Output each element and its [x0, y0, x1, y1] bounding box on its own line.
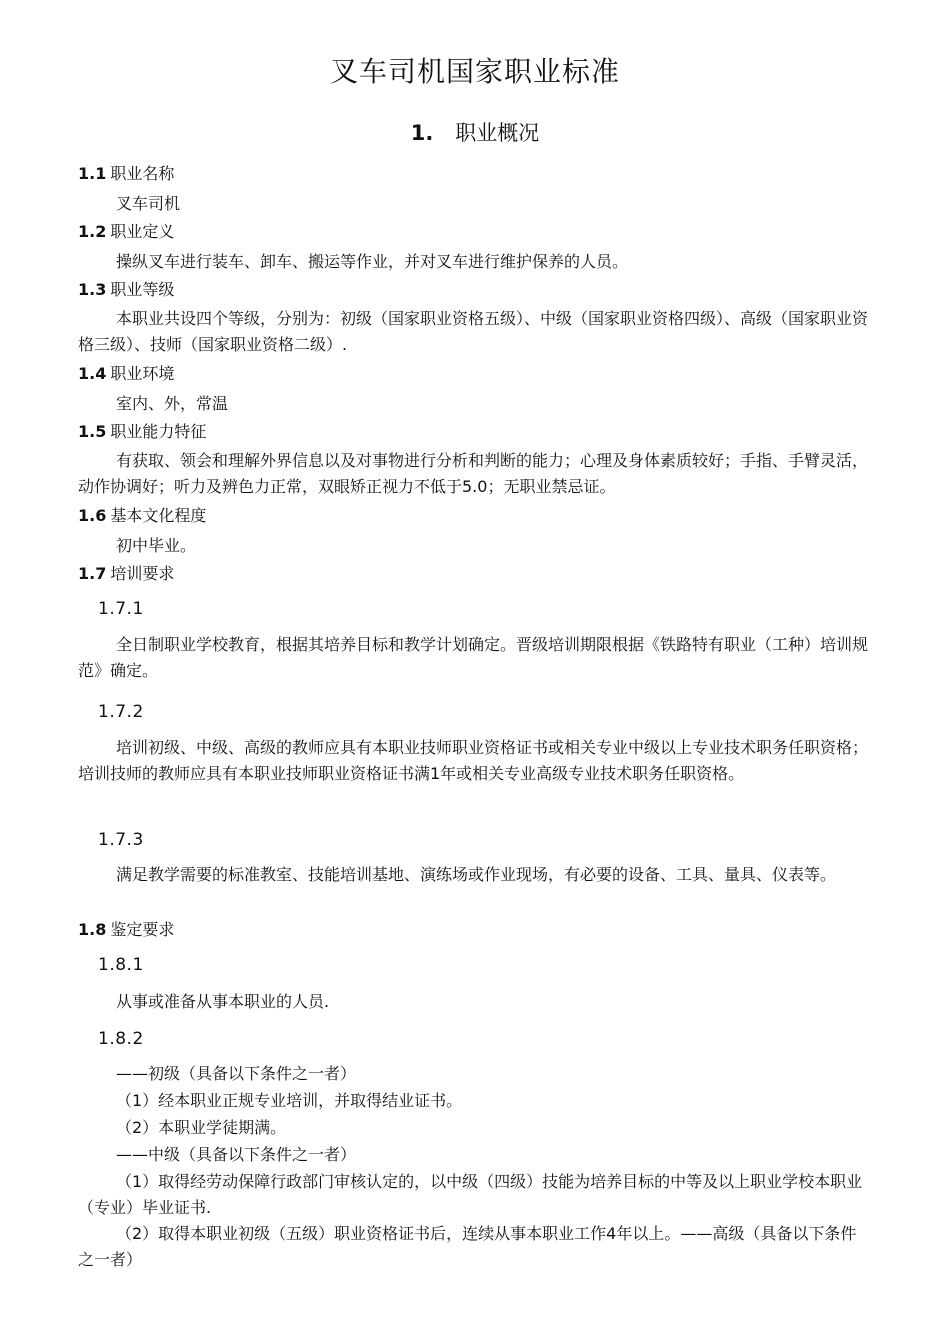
- section-title: 职业环境: [110, 364, 175, 383]
- section-title: 基本文化程度: [110, 506, 207, 525]
- section-heading-training-requirements: [78, 563, 174, 585]
- subsection-number-1-7-1: 1.7.1: [98, 599, 144, 619]
- section-number: 1.6: [78, 506, 107, 525]
- condition-line: （2）取得本职业初级（五级）职业资格证书后，连续从事本职业工作4年以上。——高级（具备以下条件之一者）: [78, 1224, 857, 1269]
- section-heading-occupation-environment: [78, 363, 174, 385]
- chapter-heading: [0, 118, 950, 148]
- section-number: 1.4: [78, 364, 107, 383]
- section-number: 1.5: [78, 422, 107, 441]
- document-title: 叉车司机国家职业标准: [329, 55, 620, 88]
- section-text-occupation-definition: 操纵叉车进行装车、卸车、搬运等作业，并对叉车进行维护保养的人员。: [116, 252, 629, 271]
- condition-line: ——中级（具备以下条件之一者）: [116, 1145, 357, 1164]
- section-number: 1.7: [78, 564, 107, 583]
- section-text-occupation-name: 叉车司机: [116, 194, 181, 213]
- section-text-ability-characteristics: 有获取、领会和理解外界信息以及对事物进行分析和判断的能力；心理及身体素质较好；手指、手臂灵活，动作协调好；听力及辨色力正常，双眼矫正视力不低于5.0；无职业禁忌证。: [78, 451, 869, 496]
- condition-line: ——初级（具备以下条件之一者）: [116, 1064, 357, 1083]
- section-heading-occupation-name: [78, 163, 174, 185]
- section-heading-occupation-levels: [78, 279, 174, 301]
- section-heading-ability-characteristics: [78, 421, 206, 443]
- section-title: 培训要求: [110, 564, 175, 583]
- condition-line: （1）经本职业正规专业培训，并取得结业证书。: [116, 1091, 463, 1110]
- subsection-number-1-7-3: 1.7.3: [98, 830, 144, 850]
- subsection-number-1-8-1: 1.8.1: [98, 955, 144, 975]
- subsection-text-1-7-1: 全日制职业学校教育，根据其培养目标和教学计划确定。晋级培训期限根据《铁路特有职业（工种）培训规范》确定。: [78, 635, 869, 680]
- chapter-number: 1.: [410, 121, 434, 145]
- section-number: 1.2: [78, 222, 107, 241]
- subsection-number-1-7-2: 1.7.2: [98, 702, 144, 722]
- section-title: 职业能力特征: [110, 422, 207, 441]
- subsection-number-1-8-2: 1.8.2: [98, 1029, 144, 1049]
- chapter-title: 职业概况: [455, 121, 540, 145]
- section-text-occupation-environment: 室内、外，常温: [116, 394, 229, 413]
- section-number: 1.1: [78, 164, 107, 183]
- subsection-text-1-7-3: 满足教学需要的标准教室、技能培训基地、演练场或作业现场，有必要的设备、工具、量具、仪表等。: [116, 865, 837, 884]
- section-title: 鉴定要求: [110, 920, 175, 939]
- section-title: 职业等级: [110, 280, 175, 299]
- section-text-education-level: 初中毕业。: [116, 536, 197, 555]
- section-heading-education-level: [78, 505, 206, 527]
- condition-line: （1）取得经劳动保障行政部门审核认定的，以中级（四级）技能为培养目标的中等及以上职业学校本职业（专业）毕业证书.: [78, 1172, 863, 1217]
- section-heading-occupation-definition: [78, 221, 174, 243]
- subsection-text-1-7-2: 培训初级、中级、高级的教师应具有本职业技师职业资格证书或相关专业中级以上专业技术职务任职资格；培训技师的教师应具有本职业技师职业资格证书满1年或相关专业高级专业技术职务任职资格。: [78, 738, 869, 783]
- section-text-occupation-levels: 本职业共设四个等级，分别为：初级（国家职业资格五级）、中级（国家职业资格四级）、高级（国家职业资格三级）、技师（国家职业资格二级）.: [78, 309, 869, 354]
- subsection-text-1-8-1: 从事或准备从事本职业的人员.: [116, 992, 330, 1011]
- section-number: 1.3: [78, 280, 107, 299]
- section-title: 职业名称: [110, 164, 175, 183]
- section-number: 1.8: [78, 920, 107, 939]
- condition-line: （2）本职业学徒期满。: [116, 1118, 287, 1137]
- section-title: 职业定义: [110, 222, 175, 241]
- section-heading-appraisal-requirements: [78, 919, 174, 941]
